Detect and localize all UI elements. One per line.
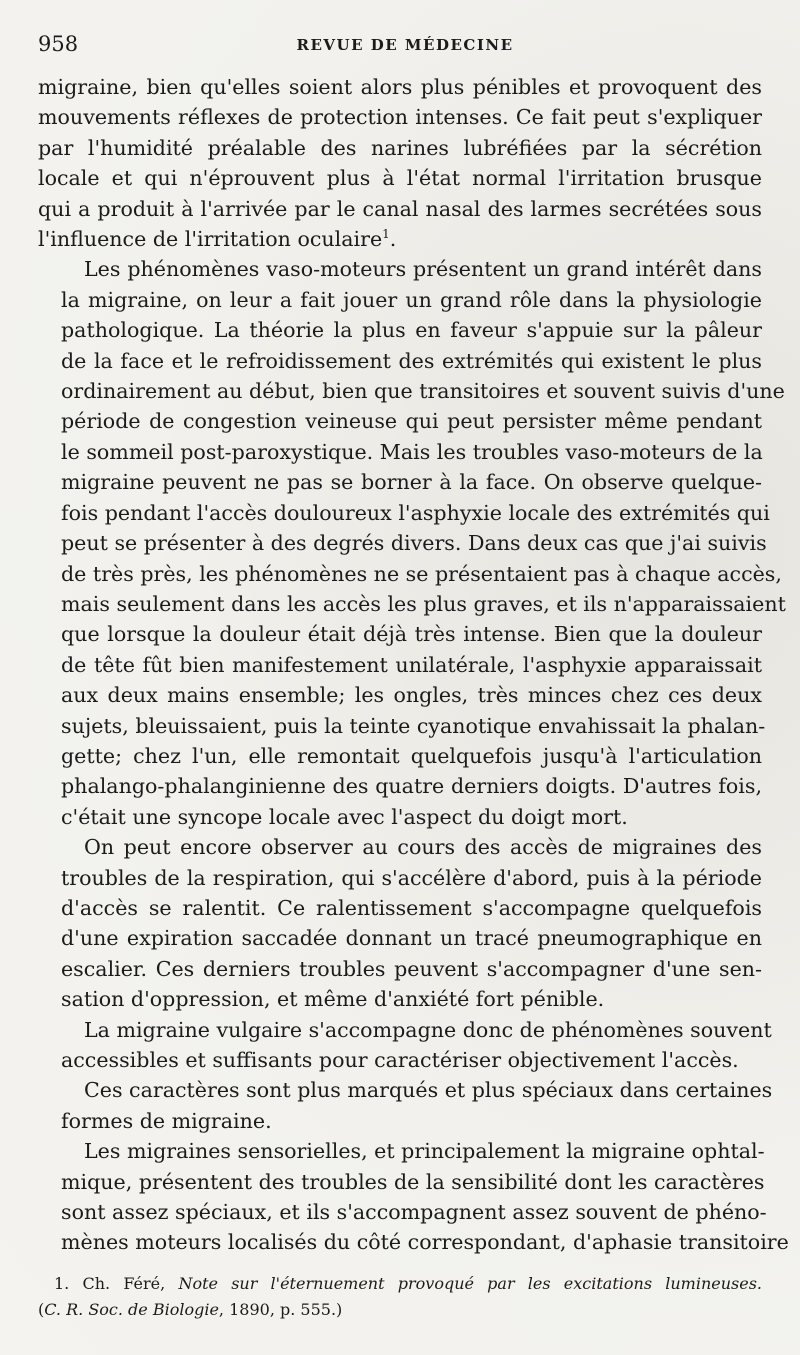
text-line: mouvements réflexes de protection intenses. Ce fait peut s'expliquer — [38, 105, 762, 130]
text-line: On peut encore observer au cours des accès de migraines des — [84, 835, 762, 860]
text-line: formes de migraine. — [61, 1108, 272, 1133]
paragraph — [38, 1015, 772, 1076]
text-line: troubles de la respiration, qui s'accélère d'abord, puis à la période — [61, 865, 762, 890]
footnote-number: 1. — [54, 1274, 70, 1293]
text-span: . — [389, 227, 397, 252]
text-line: c'était une syncope locale avec l'aspect du doigt mort. — [61, 804, 628, 829]
text-line: locale et qui n'éprouvent plus à l'état normal l'irritation brusque — [38, 166, 762, 191]
body-text — [38, 72, 789, 1258]
text-line: sont assez spéciaux, et ils s'accompagnent assez souvent de phéno- — [61, 1200, 767, 1225]
text-line: d'accès se ralentit. Ce ralentissement s'accompagne quelquefois — [61, 895, 762, 920]
text-line: de tête fût bien manifestement unilatérale, l'asphyxie apparaissait — [61, 652, 762, 677]
page-header — [38, 30, 762, 58]
text-line: migraine peuvent ne pas se borner à la face. On observe quelque- — [61, 470, 762, 495]
text-line: peut se présenter à des degrés divers. Dans deux cas que j'ai suivis — [61, 531, 767, 556]
text-span: l'influence de l'irritation oculaire — [38, 227, 383, 252]
text-line: migraine, bien qu'elles soient alors plus pénibles et provoquent des — [38, 75, 762, 99]
text-line: sujets, bleuissaient, puis la teinte cyanotique envahissait la phalan- — [61, 713, 766, 738]
text-line: aux deux mains ensemble; les ongles, très minces chez ces deux — [61, 683, 762, 708]
text-line: par l'humidité préalable des narines lubréfiées par la sécrétion — [38, 135, 762, 160]
text-line: mique, présentent des troubles de la sensibilité dont les caractères — [61, 1169, 765, 1194]
text-line: fois pendant l'accès douloureux l'asphyxie locale des extrémités qui — [61, 500, 770, 525]
paragraph — [38, 72, 762, 254]
text-line: période de congestion veineuse qui peut persister même pendant — [61, 409, 762, 434]
text-line: de la face et le refroidissement des extrémités qui existent le plus — [61, 348, 762, 373]
footnote-paren: ( — [38, 1300, 45, 1319]
running-head: REVUE DE MÉDECINE — [296, 36, 514, 54]
text-line: La migraine vulgaire s'accompagne donc de phénomènes souvent — [84, 1017, 772, 1042]
footnote-journal: C. R. Soc. de Biologie — [44, 1300, 219, 1319]
paragraph — [38, 1136, 789, 1258]
text-line: ordinairement au début, bien que transitoires et souvent suivis d'une — [61, 379, 785, 404]
text-line: sation d'oppression, et même d'anxiété fort pénible. — [61, 987, 605, 1012]
footnote — [38, 1271, 762, 1323]
footnote-line — [38, 1271, 762, 1297]
text-line: mais seulement dans les accès les plus graves, et ils n'apparaissaient — [61, 591, 786, 616]
footnote-line — [38, 1297, 762, 1323]
text-line: accessibles et suffisants pour caractériser objectivement l'accès. — [61, 1048, 739, 1072]
text-line: pathologique. La théorie la plus en faveur s'appuie sur la pâleur — [61, 318, 762, 343]
text-line: phalango-phalanginienne des quatre derniers doigts. D'autres fois, — [61, 774, 762, 799]
paragraph — [38, 832, 762, 1014]
text-line: que lorsque la douleur était déjà très intense. Bien que la douleur — [61, 622, 762, 647]
text-line: de très près, les phénomènes ne se présentaient pas à chaque accès, — [61, 561, 782, 586]
text-line — [38, 224, 762, 254]
text-line: Les migraines sensorielles, et principalement la migraine ophtal- — [84, 1139, 765, 1164]
page-number: 958 — [38, 32, 79, 56]
text-line: escalier. Ces derniers troubles peuvent s'accompagner d'une sen- — [61, 956, 762, 981]
footnote-source: , 1890, p. 555.) — [218, 1300, 343, 1319]
footnote-ref: 1 — [382, 227, 390, 242]
text-line: le sommeil post-paroxystique. Mais les troubles vaso-moteurs de la — [61, 439, 763, 464]
text-line: la migraine, on leur a fait jouer un grand rôle dans la physiologie — [61, 287, 762, 312]
text-line: d'une expiration saccadée donnant un tracé pneumographique en — [61, 926, 762, 951]
text-line: qui a produit à l'arrivée par le canal nasal des larmes secrétées sous — [38, 196, 762, 221]
text-line: mènes moteurs localisés du côté correspondant, d'aphasie transitoire — [61, 1230, 789, 1255]
paragraph — [38, 254, 786, 832]
text-line: Les phénomènes vaso-moteurs présentent un grand intérêt dans — [84, 257, 762, 282]
footnote-title: Note sur l'éternuement provoqué par les excitations lumineuses. — [178, 1274, 763, 1293]
text-line: gette; chez l'un, elle remontait quelquefois jusqu'à l'articulation — [61, 743, 762, 768]
paragraph — [38, 1075, 773, 1136]
text-line: Ces caractères sont plus marqués et plus spéciaux dans certaines — [84, 1078, 773, 1103]
footnote-author: Ch. Féré, — [82, 1274, 166, 1293]
